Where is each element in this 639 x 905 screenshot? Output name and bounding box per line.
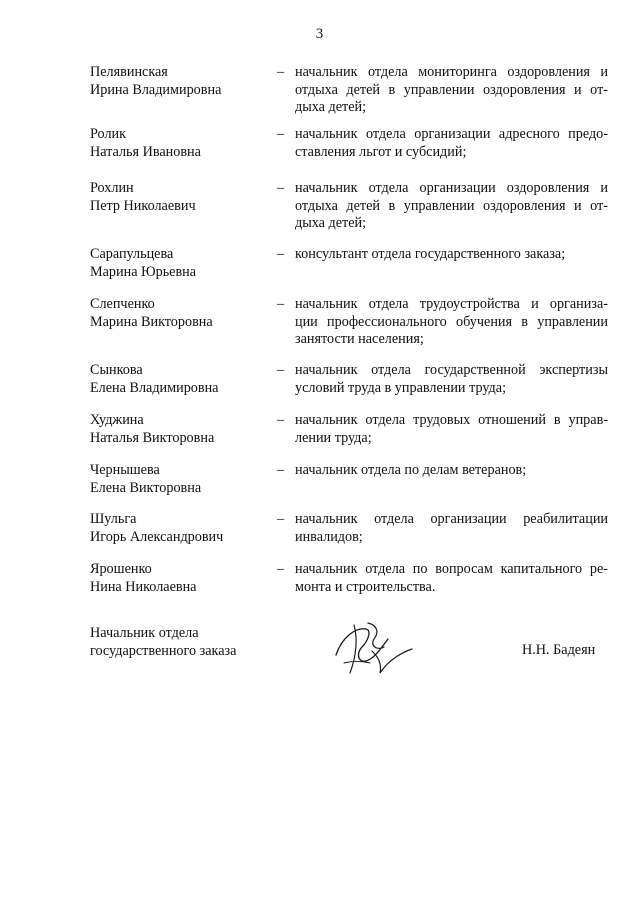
position-line: начальник отдела по вопросам капитального ре- (295, 561, 608, 577)
signoff-block (0, 625, 639, 695)
person-name (90, 296, 270, 331)
position-line: инвалидов; (295, 528, 363, 545)
position-line: лении труда; (295, 429, 372, 446)
person-name (90, 561, 270, 596)
person-name (90, 126, 270, 161)
person-given-names: Ирина Владимировна (90, 81, 222, 98)
person-name (90, 180, 270, 215)
position-line: начальник отдела по делам ветеранов; (295, 462, 527, 478)
dash-separator: – (277, 462, 285, 478)
position-line: начальник отдела государственной экспертизы (295, 362, 608, 378)
position-line: начальник отдела трудоустройства и организа- (295, 296, 608, 312)
person-surname: Слепченко (90, 296, 155, 312)
position-line: условий труда в управлении труда; (295, 379, 507, 396)
position-text (295, 64, 608, 117)
dash-separator: – (277, 296, 285, 312)
position-line: отдыха детей в управлении оздоровления и от- (295, 81, 608, 98)
person-surname: Сынкова (90, 362, 143, 378)
person-given-names: Наталья Ивановна (90, 143, 201, 160)
position-line: начальник отдела организации адресного предо- (295, 126, 608, 142)
person-given-names: Наталья Викторовна (90, 429, 215, 446)
position-line: монта и строительства. (295, 578, 436, 595)
position-text (295, 462, 608, 480)
dash-separator: – (277, 180, 285, 196)
position-text (295, 362, 608, 397)
person-given-names: Елена Владимировна (90, 379, 219, 396)
position-line: начальник отдела организации реабилитации (295, 511, 608, 527)
signatory-title-line: государственного заказа (90, 642, 237, 659)
person-given-names: Петр Николаевич (90, 197, 196, 214)
signatory-title (90, 625, 236, 660)
position-line: ставления льгот и субсидий; (295, 143, 467, 160)
person-name (90, 462, 270, 497)
person-surname: Ролик (90, 126, 127, 142)
person-given-names: Елена Викторовна (90, 479, 202, 496)
person-name (90, 246, 270, 281)
position-line: начальник отдела мониторинга оздоровления и (295, 64, 608, 80)
position-text (295, 180, 608, 233)
position-text (295, 296, 608, 349)
person-surname: Пелявинская (90, 64, 168, 80)
person-surname: Рохлин (90, 180, 134, 196)
person-surname: Худжина (90, 412, 144, 428)
position-text (295, 511, 608, 546)
dash-separator: – (277, 561, 285, 577)
person-name (90, 64, 270, 99)
position-text (295, 561, 608, 596)
person-name (90, 511, 270, 546)
position-line: отдыха детей в управлении оздоровления и от- (295, 197, 608, 214)
dash-separator: – (277, 64, 285, 80)
position-text (295, 126, 608, 161)
person-given-names: Игорь Александрович (90, 528, 224, 545)
position-line: ции профессионального обучения в управлении (295, 313, 608, 330)
position-text (295, 412, 608, 447)
position-line: дыха детей; (295, 99, 367, 115)
person-surname: Шульга (90, 511, 137, 527)
position-line: дыха детей; (295, 215, 367, 231)
person-given-names: Марина Юрьевна (90, 263, 197, 280)
person-surname: Ярошенко (90, 561, 152, 577)
person-name (90, 412, 270, 447)
dash-separator: – (277, 412, 285, 428)
signatory-name: Н.Н. Бадеян (522, 642, 596, 658)
dash-separator: – (277, 362, 285, 378)
signatory-title-line: Начальник отдела (90, 625, 199, 641)
dash-separator: – (277, 126, 285, 142)
handwritten-signature (332, 617, 414, 681)
page-number: 3 (315, 26, 324, 42)
person-name (90, 362, 270, 397)
position-text (295, 246, 608, 264)
position-line: занятости населения; (295, 331, 424, 347)
dash-separator: – (277, 246, 285, 262)
position-line: начальник отдела трудовых отношений в управ- (295, 412, 608, 428)
position-line: консультант отдела государственного заказа; (295, 246, 566, 262)
dash-separator: – (277, 511, 285, 527)
person-surname: Чернышева (90, 462, 160, 478)
person-surname: Сарапульцева (90, 246, 174, 262)
position-line: начальник отдела организации оздоровления и (295, 180, 608, 196)
person-given-names: Марина Викторовна (90, 313, 213, 330)
person-given-names: Нина Николаевна (90, 578, 197, 595)
